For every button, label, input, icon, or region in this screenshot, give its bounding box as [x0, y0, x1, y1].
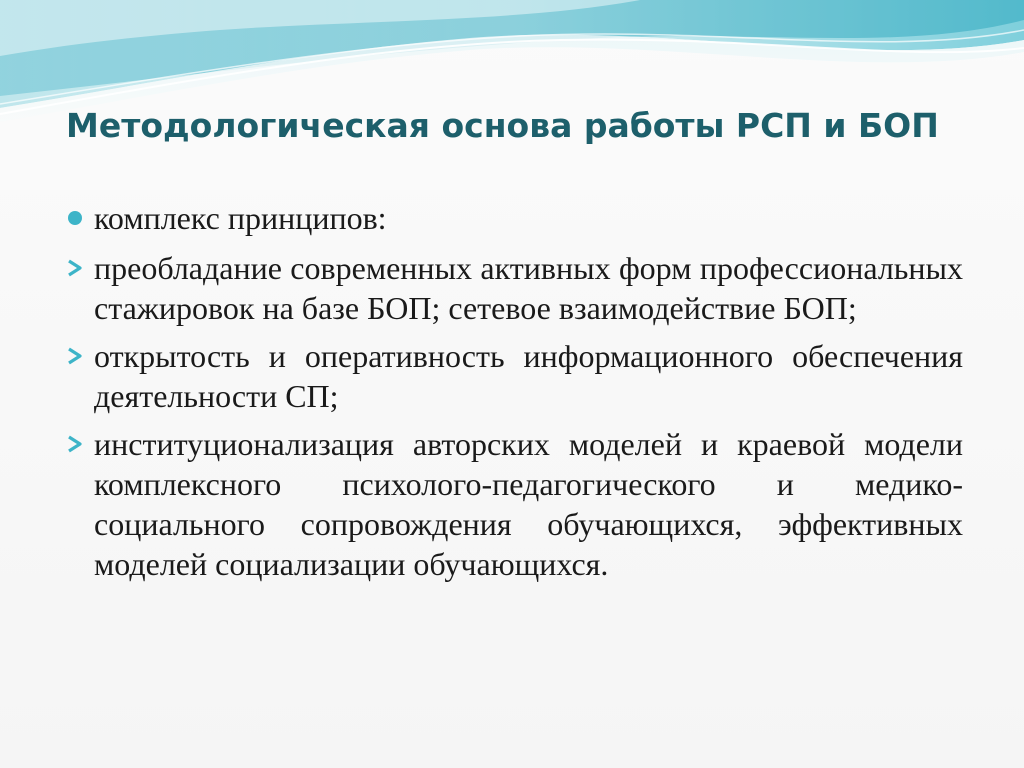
list-item [66, 248, 963, 328]
bullet-list [66, 198, 963, 592]
list-item-text: преобладание современных активных форм профессиональных стажировок на базе БОП; сетевое взаимодействие БОП; [94, 250, 963, 326]
arrow-bullet-icon [66, 259, 88, 277]
list-item [66, 424, 963, 584]
slide-title: Методологическая основа работы РСП и БОП [66, 106, 939, 145]
list-item [66, 336, 963, 416]
dot-bullet-icon [68, 211, 82, 225]
arrow-bullet-icon [66, 347, 88, 365]
list-item-text: институционализация авторских моделей и краевой модели комплексного психолого-педагогического и медико-социального сопровождения обучающихся, эффективных моделей социализации обучающихся. [94, 426, 963, 582]
list-item-text: комплекс принципов: [94, 200, 387, 236]
list-item-text: открытость и оперативность информационного обеспечения деятельности СП; [94, 338, 963, 414]
list-item-intro [66, 198, 963, 238]
arrow-bullet-icon [66, 435, 88, 453]
